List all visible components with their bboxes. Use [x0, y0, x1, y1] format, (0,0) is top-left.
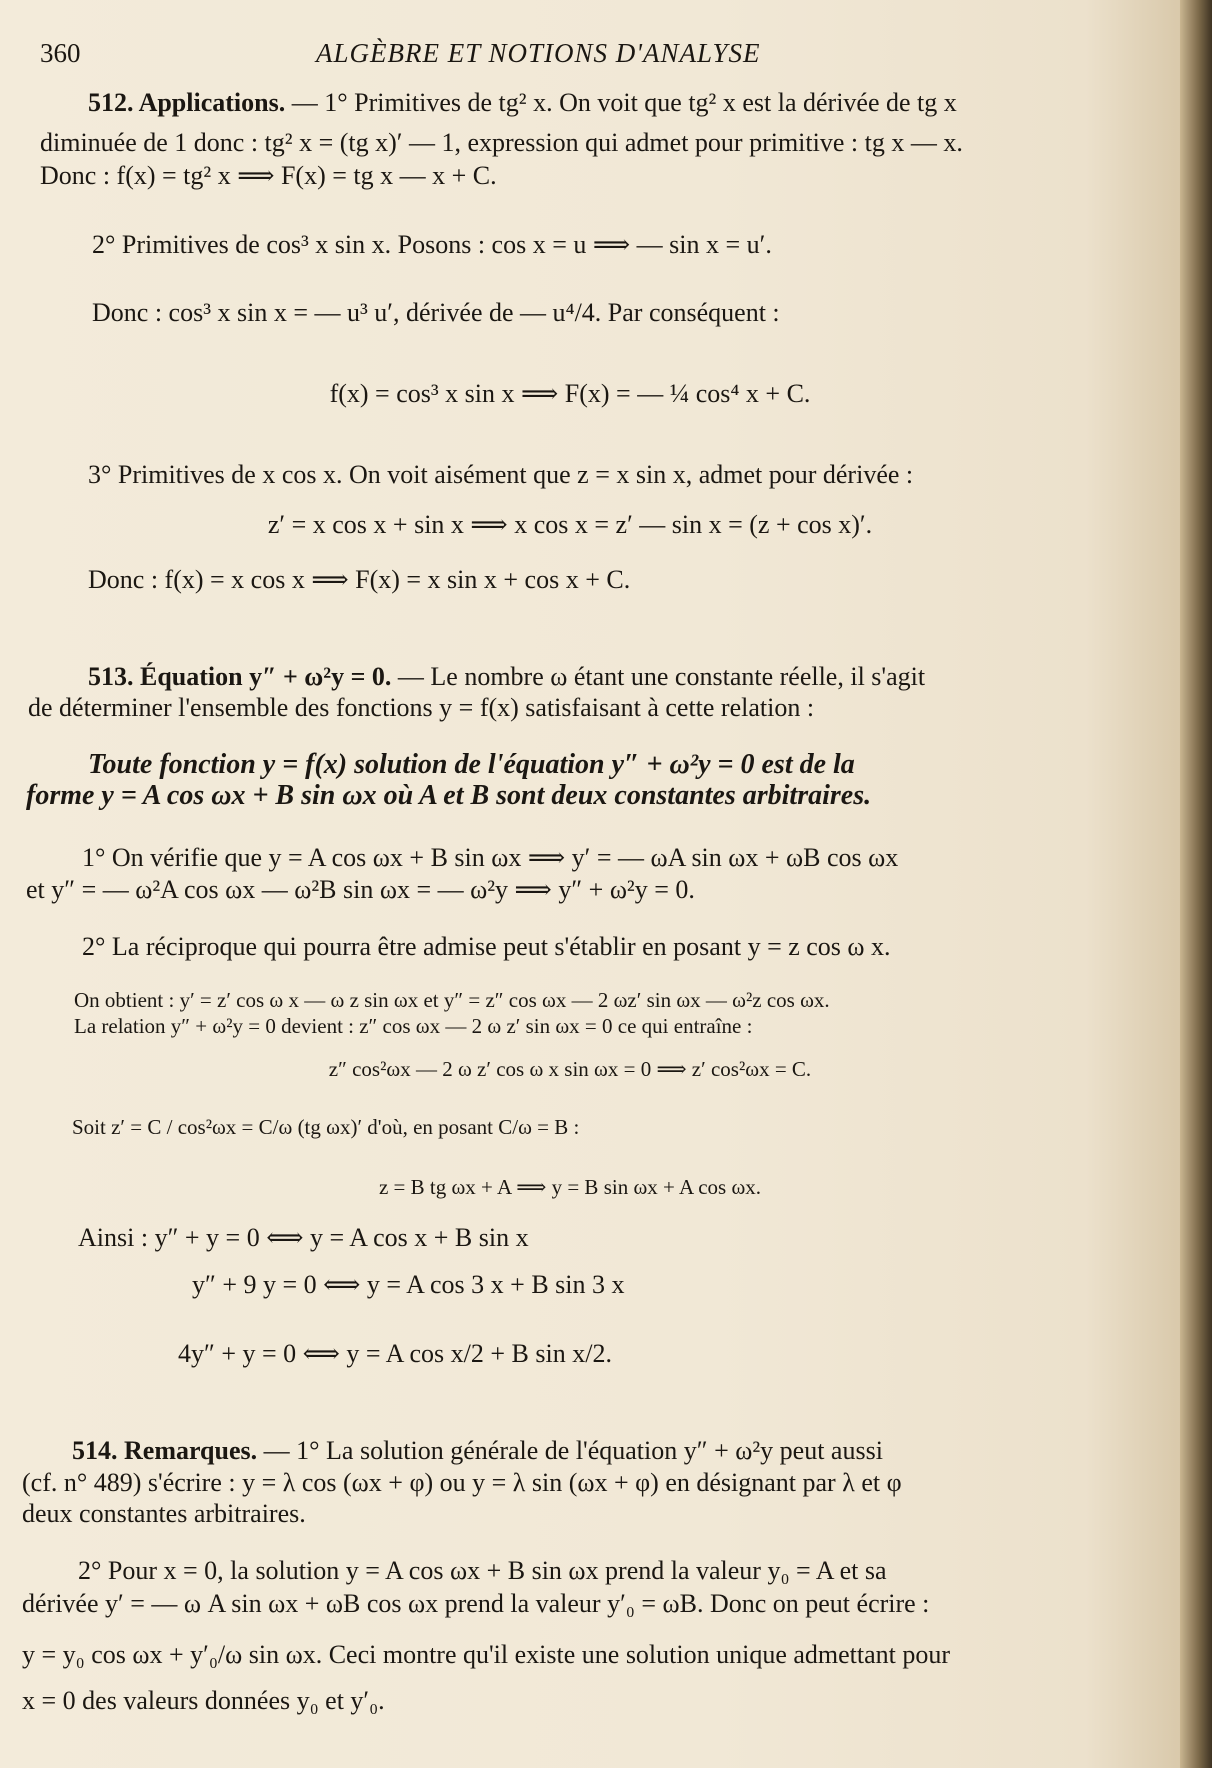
theorem-line: Toute fonction y = f(x) solution de l'équation y″ + ω²y = 0 est de la — [88, 749, 855, 780]
text-line: y = y₀ cos ωx + y′₀/ω sin ωx. Ceci montre qu'il existe une solution unique admettant pour — [22, 1640, 951, 1669]
text-line: 1° On vérifie que y = A cos ωx + B sin ωx ⟹ y′ = — ωA sin ωx + ωB cos ωx — [82, 843, 899, 872]
theorem-line: forme y = A cos ωx + B sin ωx où A et B sont deux constantes arbitraires. — [26, 780, 872, 811]
text-line: x = 0 des valeurs données y₀ et y′₀. — [22, 1686, 385, 1715]
section-heading: 514. Remarques. — [72, 1436, 264, 1465]
formula-line: y″ + 9 y = 0 ⟺ y = A cos 3 x + B sin 3 x — [192, 1270, 625, 1299]
text-line: 2° Primitives de cos³ x sin x. Posons : cos x = u ⟹ — sin x = u′. — [92, 230, 772, 259]
text-line: 2° Pour x = 0, la solution y = A cos ωx + B sin ωx prend la valeur y₀ = A et sa — [78, 1556, 887, 1585]
text-line: Donc : f(x) = tg² x ⟹ F(x) = tg x — x + C. — [40, 161, 497, 190]
text-line: deux constantes arbitraires. — [22, 1499, 306, 1528]
formula-line: z = B tg ωx + A ⟹ y = B sin ωx + A cos ωx. — [378, 1175, 762, 1199]
text-line: 513. Équation y″ + ω²y = 0. — Le nombre ω étant une constante réelle, il s'agit — [88, 662, 926, 691]
text-line: (cf. n° 489) s'écrire : y = λ cos (ωx + φ) ou y = λ sin (ωx + φ) en désignant par λ et φ — [22, 1468, 902, 1497]
text-line: diminuée de 1 donc : tg² x = (tg x)′ — 1, expression qui admet pour primitive : tg x — x. — [40, 128, 963, 157]
text-line: 3° Primitives de x cos x. On voit aisément que z = x sin x, admet pour dérivée : — [88, 460, 914, 489]
text-line: 514. Remarques. — 1° La solution générale de l'équation y″ + ω²y peut aussi — [72, 1436, 883, 1465]
text-line: de déterminer l'ensemble des fonctions y = f(x) satisfaisant à cette relation : — [28, 693, 815, 722]
text-line: dérivée y′ = — ω A sin ωx + ωB cos ωx prend la valeur y′₀ = ωB. Donc on peut écrire : — [22, 1589, 930, 1618]
running-title: ALGÈBRE ET NOTIONS D'ANALYSE — [316, 38, 761, 68]
formula-line: z′ = x cos x + sin x ⟹ x cos x = z′ — sin x = (z + cos x)′. — [267, 510, 873, 539]
section-heading: 512. Applications. — [88, 88, 292, 117]
text-line: 512. Applications. — 1° Primitives de tg² x. On voit que tg² x est la dérivée de tg x — [88, 88, 957, 117]
text-line: Donc : cos³ x sin x = — u³ u′, dérivée de — u⁴/4. Par conséquent : — [92, 298, 780, 327]
formula-line: 4y″ + y = 0 ⟺ y = A cos x/2 + B sin x/2. — [178, 1339, 612, 1368]
formula-line: f(x) = cos³ x sin x ⟹ F(x) = — ¼ cos⁴ x + C. — [329, 379, 811, 408]
section-heading: 513. Équation y″ + ω²y = 0. — [88, 662, 398, 691]
formula-line: z″ cos²ωx — 2 ω z′ cos ω x sin ωx = 0 ⟹ z′ cos²ωx = C. — [328, 1057, 812, 1081]
text-line: On obtient : y′ = z′ cos ω x — ω z sin ωx et y″ = z″ cos ωx — 2 ωz′ sin ωx — ω²z cos ωx. — [74, 988, 830, 1012]
text-line: 2° La réciproque qui pourra être admise peut s'établir en posant y = z cos ω x. — [82, 932, 891, 961]
text-line: La relation y″ + ω²y = 0 devient : z″ cos ωx — 2 ω z′ sin ωx = 0 ce qui entraîne : — [74, 1014, 753, 1038]
book-binding-shadow — [1180, 0, 1212, 1768]
formula-line: Ainsi : y″ + y = 0 ⟺ y = A cos x + B sin x — [78, 1223, 529, 1252]
text-line: et y″ = — ω²A cos ωx — ω²B sin ωx = — ω²y ⟹ y″ + ω²y = 0. — [26, 875, 695, 904]
page-number: 360 — [40, 38, 81, 68]
text-line: Soit z′ = C / cos²ωx = C/ω (tg ωx)′ d'où, en posant C/ω = B : — [72, 1115, 580, 1139]
text-line: Donc : f(x) = x cos x ⟹ F(x) = x sin x + cos x + C. — [88, 565, 631, 594]
